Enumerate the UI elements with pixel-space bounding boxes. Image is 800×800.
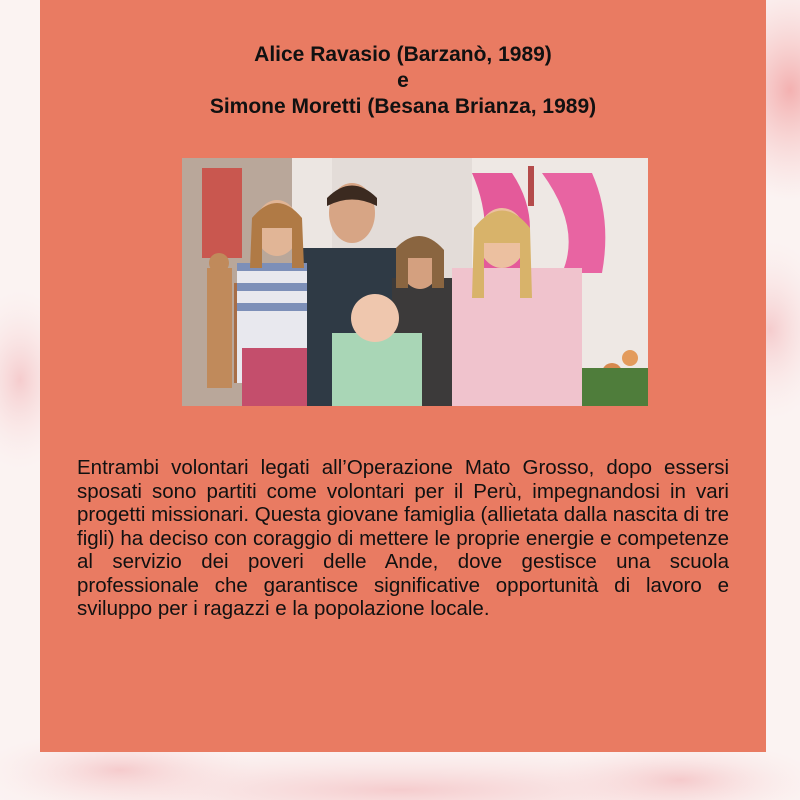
description-paragraph: Entrambi volontari legati all’Operazione Mato Grosso, dopo essersi sposati sono partiti come volontari per il Perù, impegnandosi in vari progetti missionari. Questa giovane famiglia (allietata dalla nascita di tre figli) ha deciso con coraggio di mettere le proprie energie e competenze al servizio dei poveri delle Ande, dove gestisce una scuola professionale che garantisce significative opportunità di lavoro e sviluppo per i ragazzi e la popolazione locale. [77,456,729,620]
content-card [40,0,766,752]
family-photo [182,158,648,406]
family-photo-illustration [182,158,648,406]
heading-line-1: Alice Ravasio (Barzanò, 1989) [254,43,552,66]
heading-line-3: Simone Moretti (Besana Brianza, 1989) [209,95,597,118]
heading [40,42,766,120]
description-text [77,456,729,621]
heading-line-2: e [397,69,409,92]
